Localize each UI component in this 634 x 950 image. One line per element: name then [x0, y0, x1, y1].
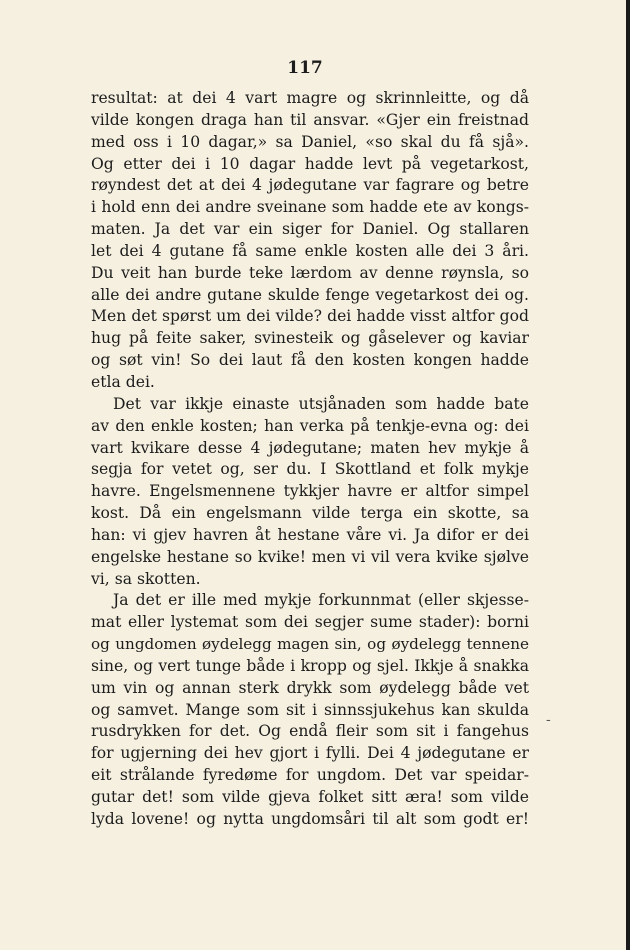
text-line: Du veit han burde teke lærdom av denne røynsla, so: [91, 263, 529, 282]
text-line: segja for vetet og, ser du. I Skottland et folk mykje: [91, 460, 529, 479]
text-line: kost. Då ein engelsmann vilde terga ein skotte, sa: [91, 504, 529, 523]
text-line: av den enkle kosten; han verka på tenkje-evna og: dei: [91, 416, 529, 435]
text-line: sine, og vert tunge både i kropp og sjel. Ikkje å snakka: [91, 656, 529, 675]
text-line: røyndest det at dei 4 jødegutane var fagrare og betre: [91, 176, 529, 195]
text-line: han: vi gjev havren åt hestane våre vi. Ja difor er dei: [91, 525, 529, 544]
text-line: Men det spørst um dei vilde? dei hadde visst altfor god: [91, 307, 529, 326]
text-line: i hold enn dei andre sveinane som hadde ete av kongs-: [91, 198, 529, 217]
text-line: eit strålande fyredøme for ungdom. Det var speidar-: [91, 766, 529, 785]
body-text: [91, 88, 529, 831]
margin-mark: -: [546, 712, 551, 728]
text-line: resultat: at dei 4 vart magre og skrinnleitte, og då: [91, 89, 529, 107]
text-line: mat eller lystemat som dei segjer sume stader): borni: [91, 613, 529, 632]
text-line: hug på feite saker, svinesteik og gåselever og kaviar: [91, 329, 529, 348]
text-line: engelske hestane so kvike! men vi vil vera kvike sjølve: [91, 547, 529, 566]
text-line: vilde kongen draga han til ansvar. «Gjer ein freistnad: [91, 110, 529, 129]
text-line: og samvet. Mange som sit i sinnssjukehus kan skulda: [91, 700, 529, 719]
text-line: Og etter dei i 10 dagar hadde levt på vegetarkost,: [91, 154, 529, 173]
text-line: for ugjerning dei hev gjort i fylli. Dei 4 jødegutane er: [91, 744, 529, 763]
text-line: let dei 4 gutane få same enkle kosten alle dei 3 åri.: [91, 241, 529, 260]
text-line: vart kvikare desse 4 jødegutane; maten hev mykje å: [91, 438, 529, 457]
text-line: gutar det! som vilde gjeva folket sitt æra! som vilde: [91, 788, 529, 806]
page-number: 117: [287, 58, 323, 78]
text-line: lyda lovene! og nytta ungdomsåri til alt som godt er!: [91, 809, 529, 828]
text-line: um vin og annan sterk drykk som øydelegg både vet: [91, 678, 529, 697]
text-line: etla dei.: [91, 372, 155, 391]
text-line: vi, sa skotten.: [91, 569, 201, 588]
text-line: rusdrykken for det. Og endå fleir som sit i fangehus: [91, 722, 529, 741]
text-line: Ja det er ille med mykje forkunnmat (eller skjesse-: [113, 591, 529, 610]
text-line: maten. Ja det var ein siger for Daniel. Og stallaren: [91, 220, 529, 239]
text-line: med oss i 10 dagar,» sa Daniel, «so skal du få sjå».: [91, 132, 529, 151]
text-line: og ungdomen øydelegg magen sin, og øydelegg tennene: [91, 635, 529, 654]
text-line: Det var ikkje einaste utsjånaden som hadde bate: [113, 394, 529, 413]
text-line: og søt vin! So dei laut få den kosten kongen hadde: [91, 351, 529, 370]
text-line: havre. Engelsmennene tykkjer havre er altfor simpel: [91, 482, 529, 501]
text-line: alle dei andre gutane skulde fenge vegetarkost dei og.: [91, 285, 529, 304]
